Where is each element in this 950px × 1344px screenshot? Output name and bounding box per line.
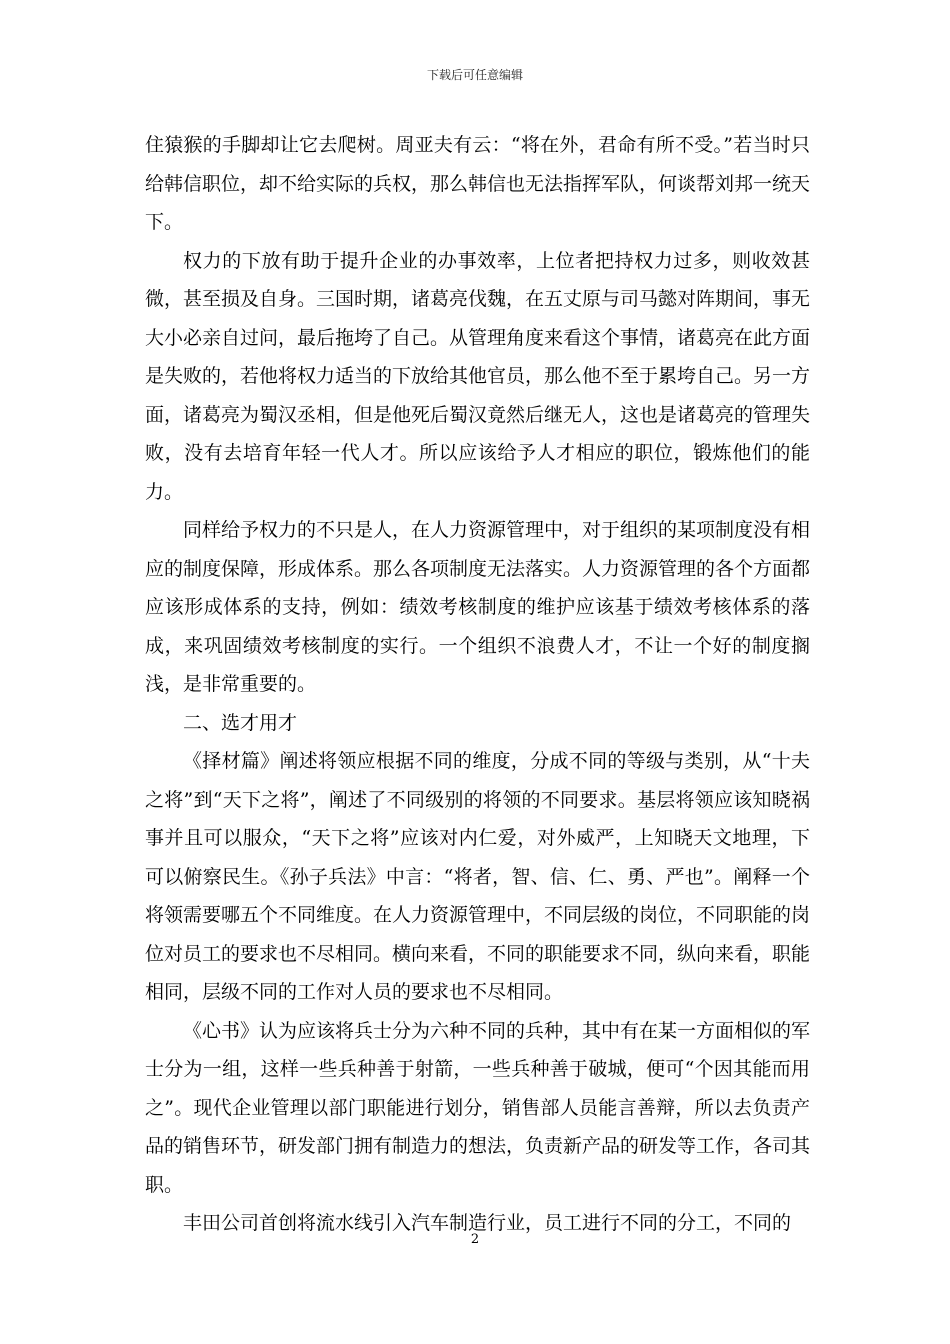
page-number: 2 [470,1232,480,1247]
page-header: 下载后可任意编辑 [426,68,523,82]
paragraph-3: 同样给予权力的不只是人，在人力资源管理中，对于组织的某项制度没有相应的制度保障，形成体系。那么各项制度无法落实。人力资源管理的各个方面都应该形成体系的支持，例如：绩效考核制度的维护应该基于绩效考核体系的落成，来巩固绩效考核制度的实行。一个组织不浪费人才，不让一个好的制度搁浅，是非常重要的。 [145,519,811,695]
paragraph-2: 权力的下放有助于提升企业的办事效率，上位者把持权力过多，则收效甚微，甚至损及自身。三国时期，诸葛亮伐魏，在五丈原与司马懿对阵期间，事无大小必亲自过问，最后拖垮了自己。从管理角度来看这个事情，诸葛亮在此方面是失败的，若他将权力适当的下放给其他官员，那么他不至于累垮自己。另一方面，诸葛亮为蜀汉丞相，但是他死后蜀汉竟然后继无人，这也是诸葛亮的管理失败，没有去培育年轻一代人才。所以应该给予人才相应的职位，锻炼他们的能力。 [145,249,811,503]
paragraph-4: 《择材篇》阐述将领应根据不同的维度，分成不同的等级与类别，从“十夫之将”到“天下之将”，阐述了不同级别的将领的不同要求。基层将领应该知晓祸事并且可以服众，“天下之将”应该对内仁爱，对外威严，上知晓天文地理，下可以俯察民生。《孙子兵法》中言：“将者，智、信、仁、勇、严也”。阐释一个将领需要哪五个不同维度。在人力资源管理中，不同层级的岗位，不同职能的岗位对员工的要求也不尽相同。横向来看，不同的职能要求不同，纵向来看，职能相同，层级不同的工作对人员的要求也不尽相同。 [145,750,811,1003]
paragraph-6: 丰田公司首创将流水线引入汽车制造行业，员工进行不同的分工，不同的 [183,1212,792,1234]
paragraph-5: 《心书》认为应该将兵士分为六种不同的兵种，其中有在某一方面相似的军士分为一组，这样一些兵种善于射箭，一些兵种善于破城，便可“个因其能而用之”。现代企业管理以部门职能进行划分，销售部人员能言善辩，所以去负责产品的销售环节，研发部门拥有制造力的想法，负责新产品的研发等工作，各司其职。 [145,1019,811,1196]
document-body [145,126,810,1243]
section-heading: 二、选才用才 [183,711,298,734]
paragraph-1: 住猿猴的手脚却让它去爬树。周亚夫有云：“将在外，君命有所不受。”若当时只给韩信职位，却不给实际的兵权，那么韩信也无法指挥军队，何谈帮刘邦一统天下。 [145,134,811,233]
